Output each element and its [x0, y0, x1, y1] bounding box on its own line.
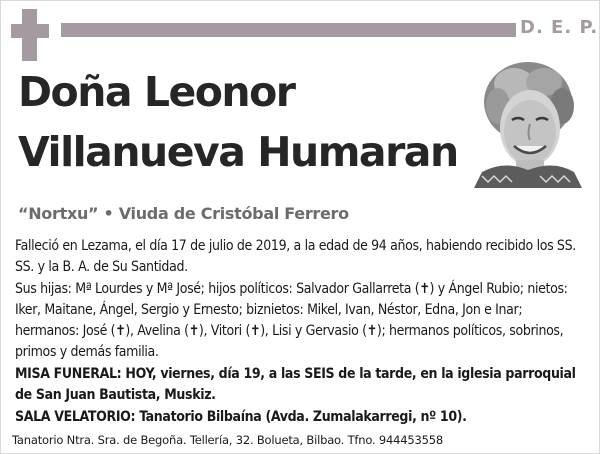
portrait-photo	[474, 60, 582, 188]
cross-icon	[11, 9, 49, 61]
dep-label: D. E. P.	[520, 17, 599, 38]
subtitle: “Nortxu” • Viuda de Cristóbal Ferrero	[18, 204, 349, 223]
name-line-1: Doña Leonor	[18, 68, 295, 116]
header-bar	[61, 23, 516, 37]
funeral-home-footer: Tanatorio Ntra. Sra. de Begoña. Tellería, 32. Bolueta, Bilbao. Tfno. 944453558	[12, 433, 443, 447]
funeral-mass: MISA FUNERAL: HOY, viernes, día 19, a las SEIS de la tarde, en la iglesia parroquial de San Juan Bautista, Muskiz.	[15, 366, 576, 403]
notice-body	[15, 236, 585, 429]
name-line-2: Villanueva Humaran	[18, 128, 458, 176]
wake-room: SALA VELATORIO: Tanatorio Bilbaína (Avda. Zumalakarregi, nº 10).	[15, 409, 467, 425]
family-list: Sus hijas: Mª Lourdes y Mª José; hijos políticos: Salvador Gallarreta (✝) y Ángel Rubio; nietos: Iker, Maitane, Ángel, Sergio y Ernesto; biznietos: Mikel, Ivan, Néstor, Edna, Jon e Inar; hermanos: José (✝), Avelina (✝), Vitori (✝), Lisi y Gervasio (✝); hermanos políticos, sobrinos, primos y demás familia.	[15, 281, 568, 360]
deceased-name	[18, 62, 473, 182]
death-announcement: Falleció en Lezama, el día 17 de julio de 2019, a la edad de 94 años, habiendo recibido los SS. SS. y la B. A. de Su Santidad.	[15, 238, 576, 275]
